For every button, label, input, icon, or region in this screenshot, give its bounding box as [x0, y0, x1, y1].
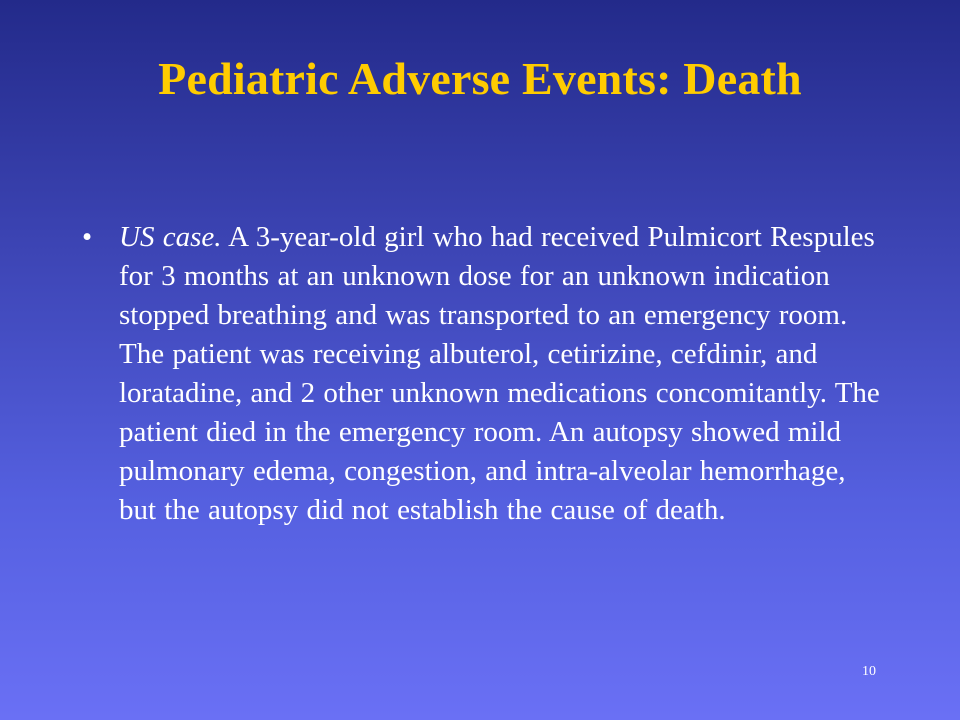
- bullet-marker: •: [82, 221, 93, 253]
- slide-number: 10: [862, 664, 876, 679]
- slide-title: Pediatric Adverse Events: Death: [158, 53, 802, 104]
- bullet-item: [82, 218, 882, 530]
- bullet-lead: US case.: [119, 221, 222, 253]
- bullet-body: A 3-year-old girl who had received Pulmicort Respules for 3 months at an unknown dose for an unknown indication stopped breathing and was transported to an emergency room. The patient was receiving albuterol, cetirizine, cefdinir, and loratadine, and 2 other unknown medications concomitantly. The patient died in the emergency room. An autopsy showed mild pulmonary edema, congestion, and intra-alveolar hemorrhage, but the autopsy did not establish the cause of death.: [119, 221, 880, 526]
- bullet-text: [119, 218, 882, 530]
